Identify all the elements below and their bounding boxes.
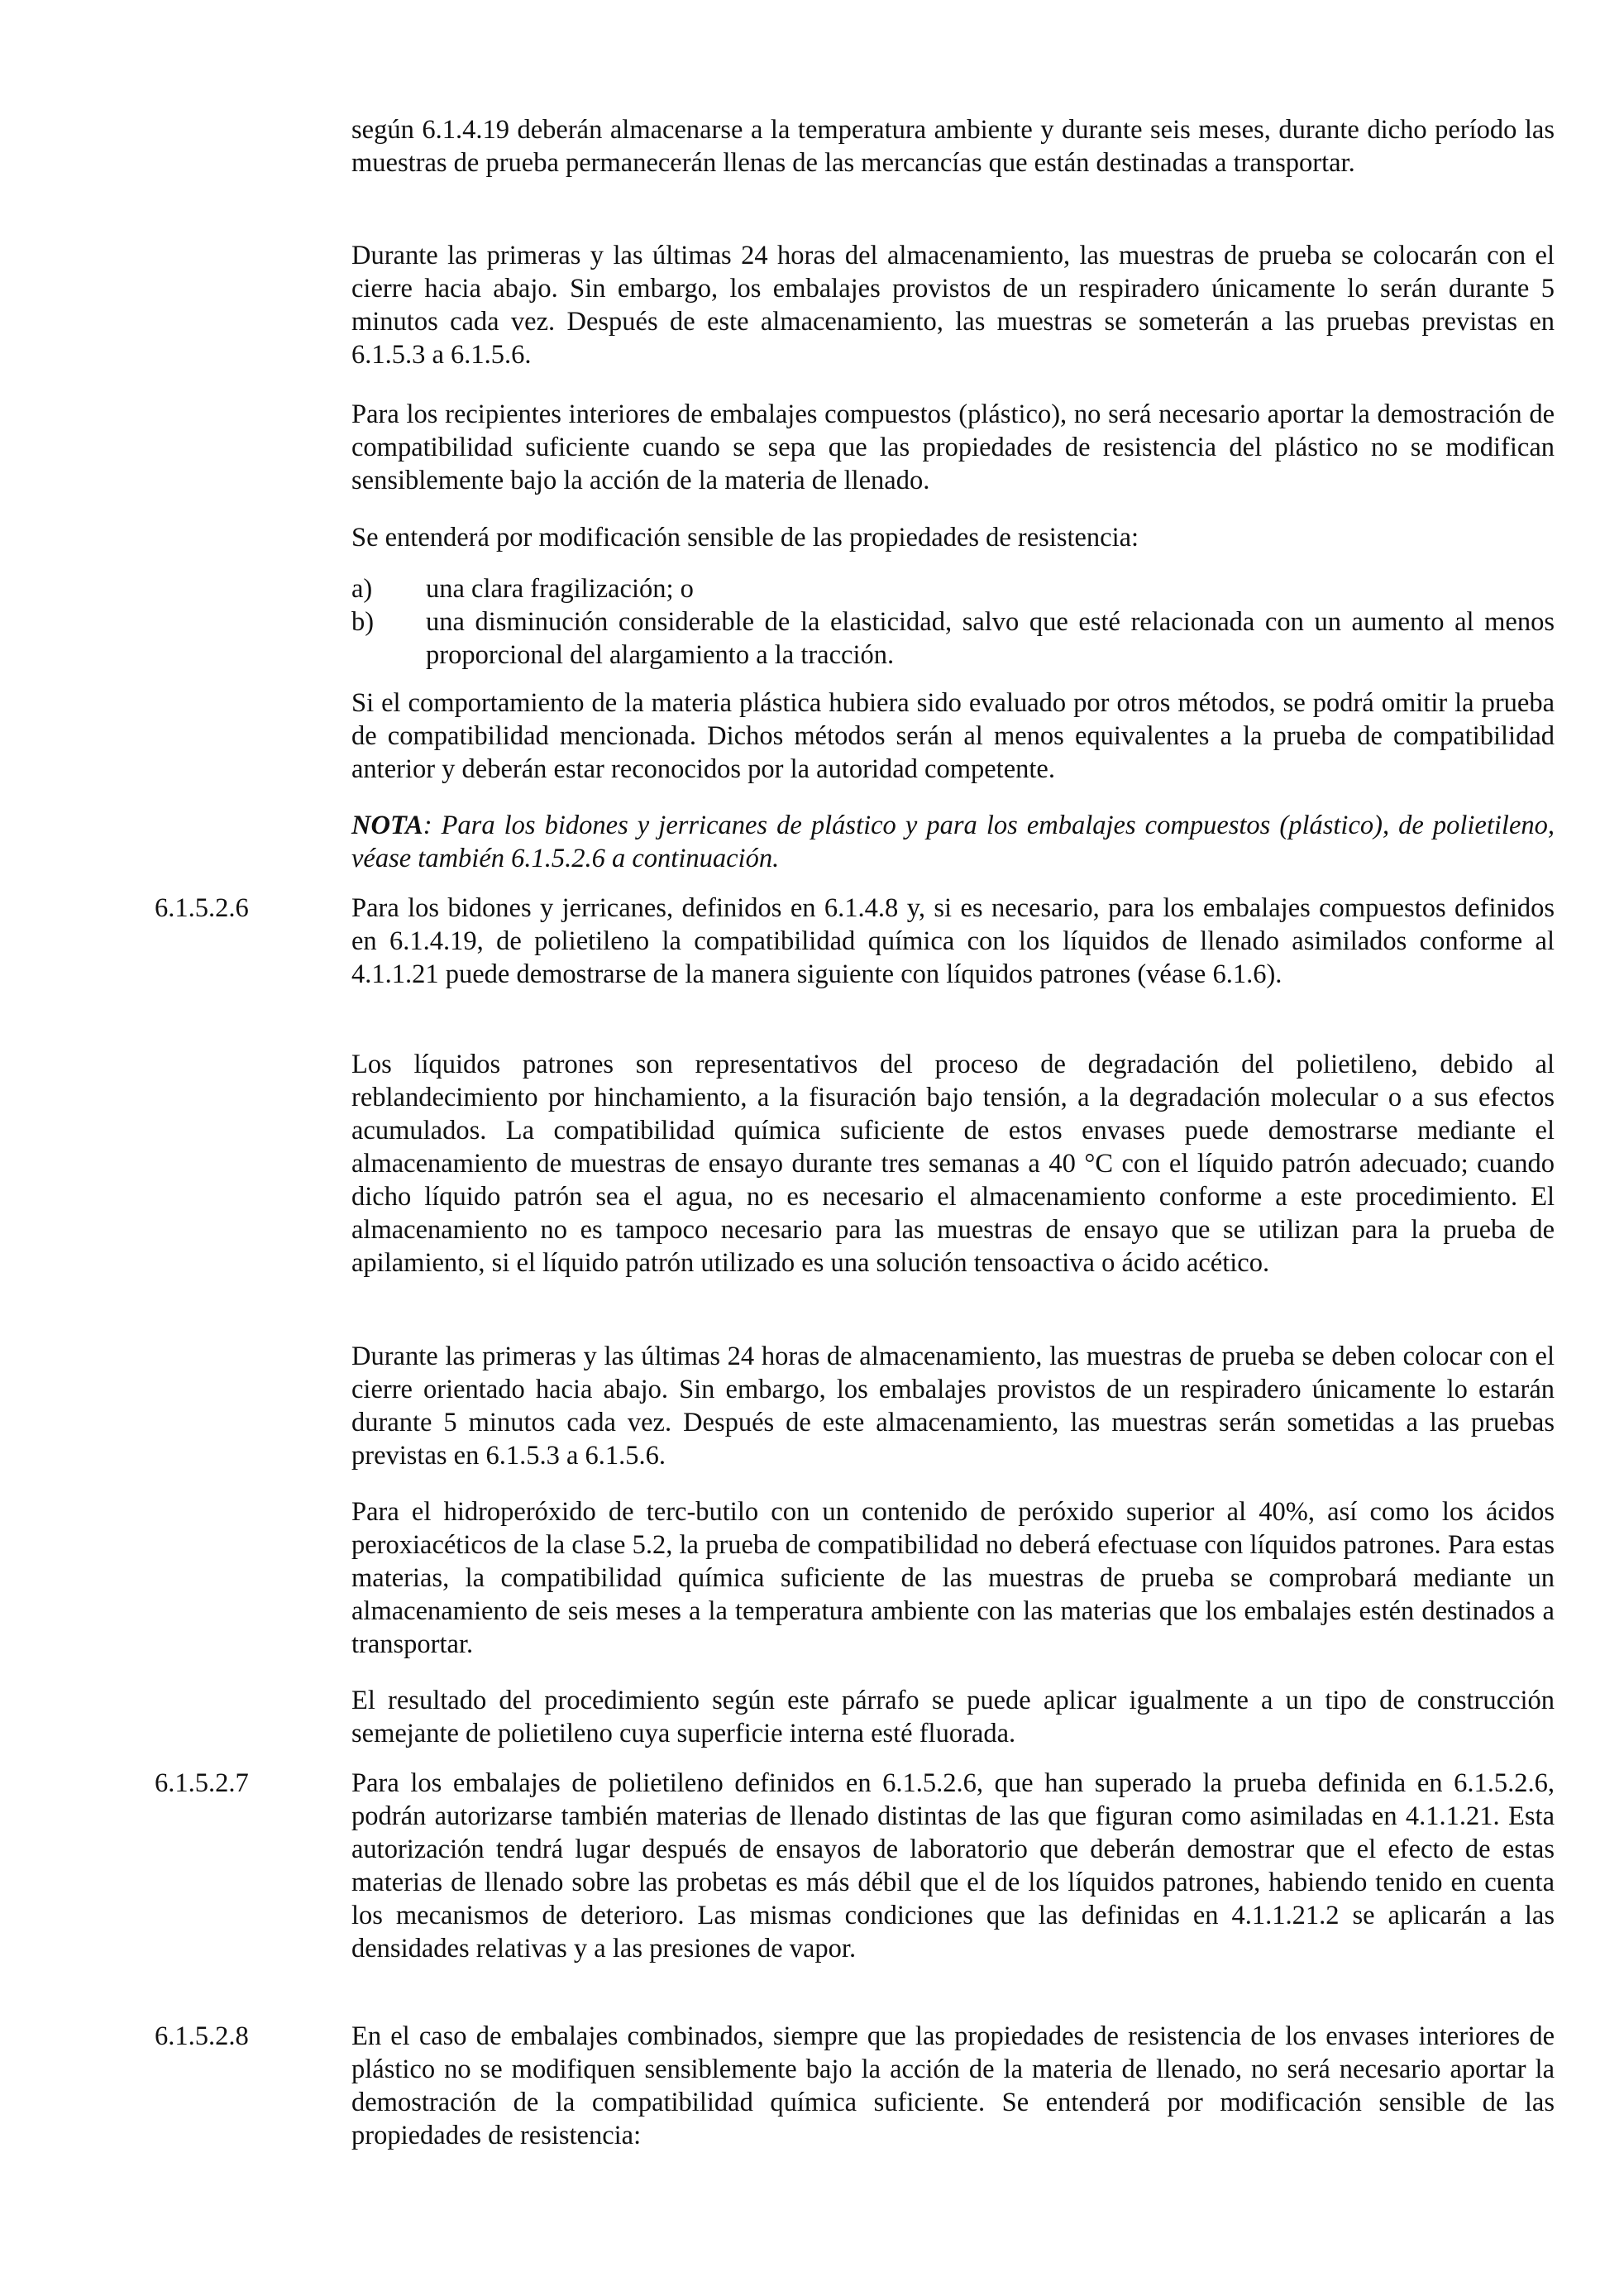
paragraph: Para el hidroperóxido de terc-butilo con un contenido de peróxido superior al 40%, así como los ácidos peroxiacéticos de la clase 5.2, la prueba de compatibilidad no deberá efectuase con líquidos patrones. Para estas materias, la compatibilidad química suficiente de las muestras de prueba se comprobará mediante un almacenamiento de seis meses a la temperatura ambiente con las materias que los embalajes estén destinados a transportar. bbox=[351, 1497, 1555, 1659]
note-label: NOTA bbox=[351, 811, 423, 840]
section-number: 6.1.5.2.8 bbox=[155, 2021, 249, 2051]
list-item-label: b) bbox=[351, 607, 375, 637]
paragraph: Durante las primeras y las últimas 24 horas del almacenamiento, las muestras de prueba se colocarán con el cierre hacia abajo. Sin embargo, los embalajes provistos de un respiradero únicamente lo serán durante 5 minutos cada vez. Después de este almacenamiento, las muestras se someterán a las pruebas previstas en 6.1.5.3 a 6.1.5.6. bbox=[351, 241, 1555, 370]
list-item: una disminución considerable de la elasticidad, salvo que esté relacionada con un aumento al menos proporcional del alargamiento a la tracción. bbox=[426, 607, 1555, 670]
paragraph: Si el comportamiento de la materia plástica hubiera sido evaluado por otros métodos, se podrá omitir la prueba de compatibilidad mencionada. Dichos métodos serán al menos equivalentes a la prueba de compatibilidad anterior y deberán estar reconocidos por la autoridad competente. bbox=[351, 688, 1555, 784]
paragraph: Para los bidones y jerricanes, definidos en 6.1.4.8 y, si es necesario, para los embalajes compuestos definidos en 6.1.4.19, de polietileno la compatibilidad química con los líquidos de llenado asimilados conforme al 4.1.1.21 puede demostrarse de la manera siguiente con líquidos patrones (véase 6.1.6). bbox=[351, 893, 1555, 989]
paragraph: El resultado del procedimiento según este párrafo se puede aplicar igualmente a un tipo de construcción semejante de polietileno cuya superficie interna esté fluorada. bbox=[351, 1686, 1555, 1748]
paragraph: según 6.1.4.19 deberán almacenarse a la temperatura ambiente y durante seis meses, durante dicho período las muestras de prueba permanecerán llenas de las mercancías que están destinadas a transportar. bbox=[351, 115, 1555, 178]
section-number: 6.1.5.2.7 bbox=[155, 1768, 249, 1798]
list-item-label: a) bbox=[351, 574, 373, 604]
paragraph: En el caso de embalajes combinados, siempre que las propiedades de resistencia de los envases interiores de plástico no se modifiquen sensiblemente bajo la acción de la materia de llenado, no será necesario aportar la demostración de la compatibilidad química suficiente. Se entenderá por modificación sensible de las propiedades de resistencia: bbox=[351, 2021, 1555, 2150]
paragraph: Se entenderá por modificación sensible de las propiedades de resistencia: bbox=[351, 523, 1139, 552]
paragraph: Durante las primeras y las últimas 24 horas de almacenamiento, las muestras de prueba se deben colocar con el cierre orientado hacia abajo. Sin embargo, los embalajes provistos de un respiradero únicamente lo estarán durante 5 minutos cada vez. Después de este almacenamiento, las muestras serán sometidas a las pruebas previstas en 6.1.5.3 a 6.1.5.6. bbox=[351, 1342, 1555, 1471]
note bbox=[351, 809, 1555, 875]
paragraph: Los líquidos patrones son representativos del proceso de degradación del polietileno, debido al reblandecimiento por hinchamiento, a la fisuración bajo tensión, a la degradación molecular o a sus efectos acumulados. La compatibilidad química suficiente de estos envases puede demostrarse mediante el almacenamiento de muestras de ensayo durante tres semanas a 40 °C con el líquido patrón adecuado; cuando dicho líquido patrón sea el agua, no es necesario el almacenamiento conforme a este procedimiento. El almacenamiento no es tampoco necesario para las muestras de ensayo que se utilizan para la prueba de apilamiento, si el líquido patrón utilizado es una solución tensoactiva o ácido acético. bbox=[351, 1050, 1555, 1278]
paragraph: Para los embalajes de polietileno definidos en 6.1.5.2.6, que han superado la prueba definida en 6.1.5.2.6, podrán autorizarse también materias de llenado distintas de las que figuran como asimiladas en 4.1.1.21. Esta autorización tendrá lugar después de ensayos de laboratorio que deberán demostrar que el efecto de estas materias de llenado sobre las probetas es más débil que el de los líquidos patrones, habiendo tenido en cuenta los mecanismos de deterioro. Las mismas condiciones que las definidas en 4.1.1.21.2 se aplicarán a las densidades relativas y a las presiones de vapor. bbox=[351, 1768, 1555, 1964]
section-number: 6.1.5.2.6 bbox=[155, 893, 249, 923]
paragraph: Para los recipientes interiores de embalajes compuestos (plástico), no será necesario aportar la demostración de compatibilidad suficiente cuando se sepa que las propiedades de resistencia del plástico no se modifican sensiblemente bajo la acción de la materia de llenado. bbox=[351, 399, 1555, 495]
list-item: una clara fragilización; o bbox=[426, 574, 694, 604]
note-text: : Para los bidones y jerricanes de plástico y para los embalajes compuestos (plástico), de polietileno, véase también 6.1.5.2.6 a continuación. bbox=[351, 811, 1555, 873]
